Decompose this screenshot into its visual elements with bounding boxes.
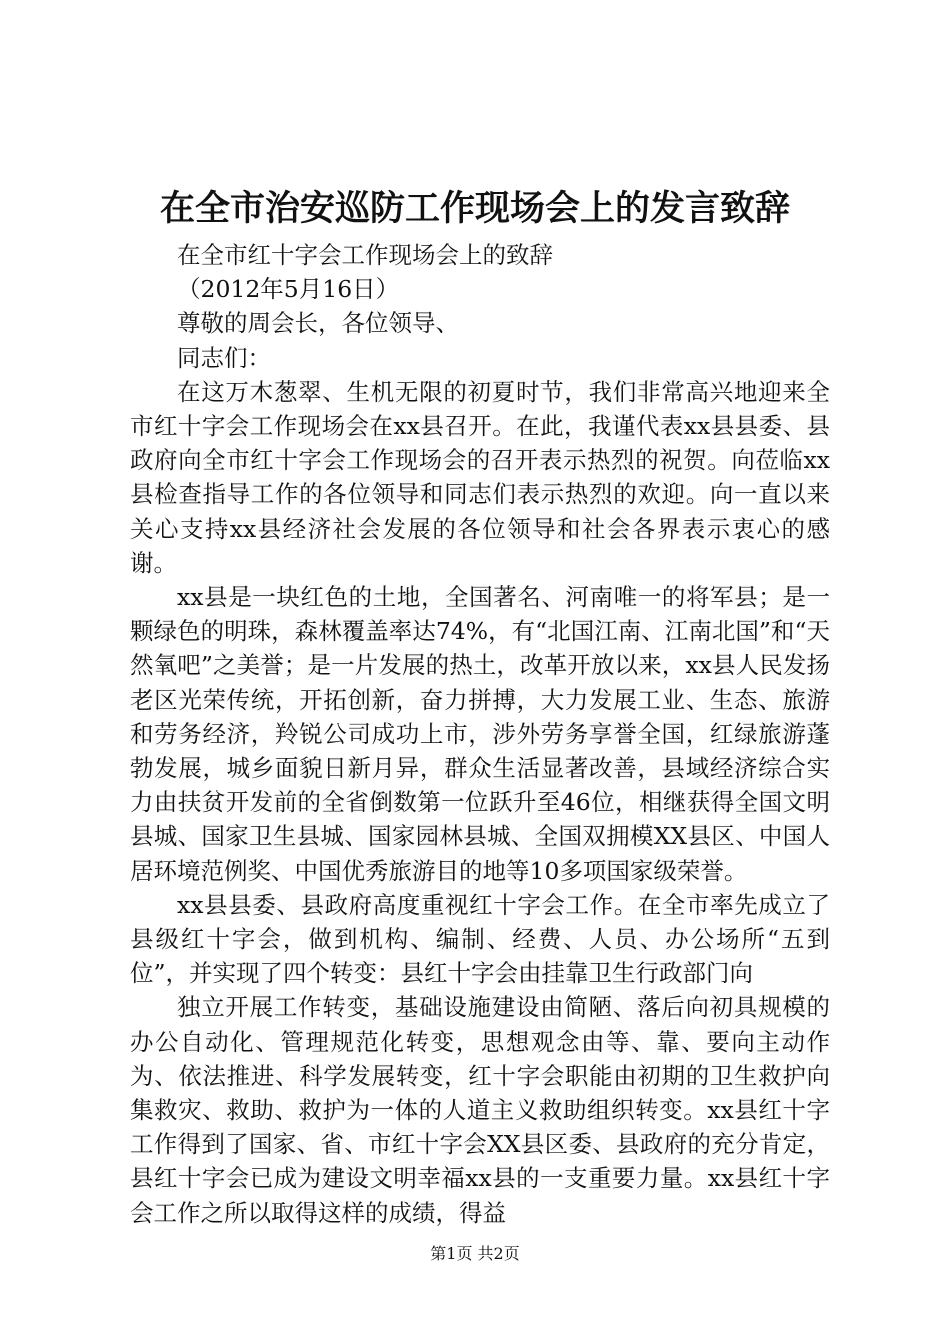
paragraph-1: 在这万木葱翠、生机无限的初夏时节，我们非常高兴地迎来全市红十字会工作现场会在xx县召开。在此，我谨代表xx县县委、县政府向全市红十字会工作现场会的召开表示热烈的祝贺。向莅临xx县检查指导工作的各位领导和同志们表示热烈的欢迎。向一直以来关心支持xx县经济社会发展的各位领导和社会各界表示衷心的感谢。 bbox=[130, 377, 830, 577]
document-body bbox=[130, 238, 830, 1230]
page-footer: 第1页 共2页 bbox=[430, 1244, 520, 1263]
paragraph-2: xx县是一块红色的土地，全国著名、河南唯一的将军县；是一颗绿色的明珠，森林覆盖率达74%，有“北国江南、江南北国”和“天然氧吧”之美誉；是一片发展的热土，改革开放以来，xx县人民发扬老区光荣传统，开拓创新，奋力拼搏，大力发展工业、生态、旅游和劳务经济，羚锐公司成功上市，涉外劳务享誉全国，红绿旅游蓬勃发展，城乡面貌日新月异，群众生活显著改善，县域经济综合实力由扶贫开发前的全省倒数第一位跃升至46位，相继获得全国文明县城、国家卫生县城、国家园林县城、全国双拥模XX县区、中国人居环境范例奖、中国优秀旅游目的地等10多项国家级荣誉。 bbox=[130, 582, 830, 885]
paragraph-4: 独立开展工作转变，基础设施建设由简陋、落后向初具规模的办公自动化、管理规范化转变，思想观念由等、靠、要向主动作为、依法推进、科学发展转变，红十字会职能由初期的卫生救护向集救灾、救助、救护为一体的人道主义救助组织转变。xx县红十字工作得到了国家、省、市红十字会XX县区委、县政府的充分肯定，县红十字会已成为建设文明幸福xx县的一支重要力量。xx县红十字会工作之所以取得这样的成绩，得益 bbox=[130, 993, 830, 1227]
salutation-line-2: 同志们： bbox=[177, 343, 271, 372]
salutation-line-1: 尊敬的周会长，各位领导、 bbox=[177, 309, 459, 338]
paragraph-3: xx县县委、县政府高度重视红十字会工作。在全市率先成立了县级红十字会，做到机构、编制、经费、人员、办公场所“五到位”，并实现了四个转变：县红十字会由挂靠卫生行政部门向 bbox=[130, 890, 830, 988]
speech-subtitle: 在全市红十字会工作现场会上的致辞 bbox=[177, 241, 553, 269]
document-title: 在全市治安巡防工作现场会上的发言致辞 bbox=[159, 188, 790, 229]
speech-date: （2012年5月16日） bbox=[177, 275, 400, 304]
